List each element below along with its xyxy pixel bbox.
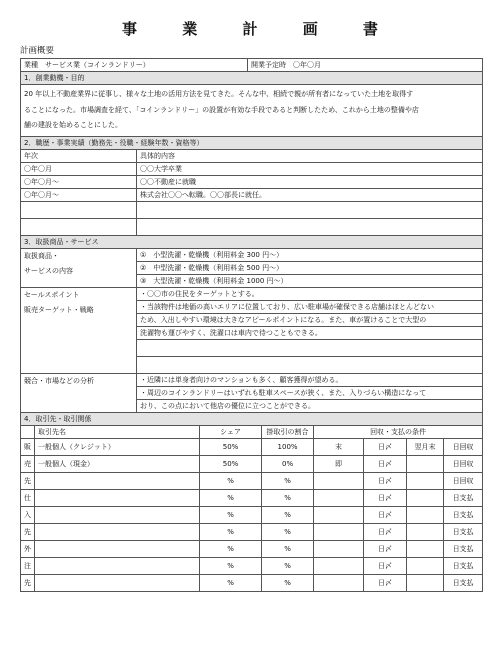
partner-credit-ratio: % — [262, 506, 314, 523]
products-label — [21, 248, 137, 287]
products-label-line: サービスの内容 — [24, 266, 73, 275]
career-year: 〇年〇月～ — [21, 175, 137, 188]
partner-term-close-day — [314, 523, 364, 540]
sales-point-line: ・当該物件は地価の高いエリアに位置しており、広い駐車場が確保できる店舗はほとんどない — [137, 300, 483, 313]
sales-point-blank — [137, 339, 483, 356]
business-plan-table — [20, 58, 483, 592]
career-year — [21, 201, 137, 218]
partner-name: 一般個人（クレジット） — [35, 438, 200, 455]
partner-name: 一般個人（現金） — [35, 455, 200, 472]
partner-term-settle: 日支払 — [444, 557, 483, 574]
partner-term-month — [407, 574, 444, 591]
partner-credit-ratio: % — [262, 472, 314, 489]
partner-name — [35, 472, 200, 489]
partner-name — [35, 540, 200, 557]
partner-term-close: 日〆 — [364, 506, 407, 523]
partner-side-char: 先 — [21, 472, 35, 489]
partner-name — [35, 574, 200, 591]
partner-term-close-day — [314, 472, 364, 489]
partner-share: % — [200, 574, 262, 591]
product-item: ③ 大型洗濯・乾燥機（利用料金 1000 円～） — [137, 274, 483, 287]
career-content: 〇〇大学卒業 — [137, 162, 483, 175]
partner-term-settle: 日支払 — [444, 506, 483, 523]
partner-corner-cell — [21, 425, 35, 438]
partner-term-settle: 日支払 — [444, 540, 483, 557]
partner-term-month — [407, 506, 444, 523]
partner-share: 50% — [200, 438, 262, 455]
partner-share: % — [200, 489, 262, 506]
products-label-line: 取扱商品・ — [24, 251, 59, 260]
partner-term-month: 翌月末 — [407, 438, 444, 455]
career-content — [137, 218, 483, 235]
sales-point-line: ため、入出しやすい環境は大きなアピールポイントになる。また、車が置けることで大型の — [137, 313, 483, 326]
market-analysis-line: おり、この点において他店の優位に立つことができる。 — [137, 399, 483, 412]
partner-term-close-day — [314, 506, 364, 523]
partner-side-char: 入 — [21, 506, 35, 523]
career-year-header: 年次 — [21, 149, 137, 162]
sales-points-label-line: セールスポイント — [24, 290, 80, 299]
partner-term-close-day: 即 — [314, 455, 364, 472]
motivation-line: 20 年以上不動産業界に従事し、様々な土地の活用方法を見てきた。そんな中、相続で親が所有者になっていた土地を取得す — [24, 90, 414, 98]
partner-term-close: 日〆 — [364, 557, 407, 574]
partner-side-char: 販 — [21, 438, 35, 455]
partner-share-header: シェア — [200, 425, 262, 438]
career-content-header: 具体的内容 — [137, 149, 483, 162]
section3-heading: 3．取扱商品・サービス — [21, 235, 483, 248]
partner-term-month — [407, 489, 444, 506]
career-content: 株式会社〇〇へ転職。〇〇部長に就任。 — [137, 188, 483, 201]
partner-term-month — [407, 540, 444, 557]
partner-term-settle: 日支払 — [444, 489, 483, 506]
partner-share: % — [200, 557, 262, 574]
sales-point-line: 洗濯物も運びやすく、洗濯口は車内で待つこともできる。 — [137, 326, 483, 339]
career-year: 〇年〇月 — [21, 162, 137, 175]
partner-credit-ratio: 100% — [262, 438, 314, 455]
career-content: 〇〇不動産に就職 — [137, 175, 483, 188]
market-analysis-line: ・近隣には単身者向けのマンションも多く、顧客獲得が望める。 — [137, 373, 483, 386]
overview-label: 計画概要 — [20, 46, 55, 56]
partner-share: % — [200, 506, 262, 523]
partner-name — [35, 489, 200, 506]
sales-points-label-line: 販売ターゲット・戦略 — [24, 305, 94, 314]
partner-term-close-day — [314, 574, 364, 591]
partner-share: % — [200, 472, 262, 489]
partner-credit-ratio: % — [262, 523, 314, 540]
motivation-line: ることになった。市場調査を経て、「コインランドリー」の設置が有効な手段であると判断したため、これから土地の整備や店 — [24, 105, 419, 114]
motivation-text — [21, 85, 483, 137]
partner-term-close-day — [314, 489, 364, 506]
market-analysis-line: ・周辺のコインランドリーはいずれも駐車スペースが狭く、また、入りづらい構造になって — [137, 386, 483, 399]
section2-heading: 2．職歴・事業実績（勤務先・役職・経験年数・資格等） — [21, 136, 483, 149]
partner-term-month — [407, 472, 444, 489]
partner-share: % — [200, 523, 262, 540]
partner-term-close: 日〆 — [364, 489, 407, 506]
sales-point-blank — [137, 356, 483, 373]
document-title: 事 業 計 画 書 — [122, 20, 398, 38]
partner-name — [35, 523, 200, 540]
partner-credit-ratio: % — [262, 574, 314, 591]
business-type-cell: 業種 サービス業（コインランドリー） — [21, 59, 248, 72]
market-analysis-label: 競合・市場などの分析 — [21, 373, 137, 412]
motivation-line: 舗の建設を始めることにした。 — [24, 121, 122, 129]
product-item: ① 小型洗濯・乾燥機（利用料金 300 円～） — [137, 248, 483, 261]
partner-term-close: 日〆 — [364, 472, 407, 489]
partner-term-month — [407, 557, 444, 574]
partner-term-close-day — [314, 540, 364, 557]
partner-credit-header: 掛取引の割合 — [262, 425, 314, 438]
partner-term-month — [407, 523, 444, 540]
partner-term-close: 日〆 — [364, 455, 407, 472]
section4-heading: 4．取引先・取引関係 — [21, 412, 483, 425]
partner-term-month — [407, 455, 444, 472]
partner-term-settle: 日支払 — [444, 574, 483, 591]
partner-term-settle: 日回収 — [444, 472, 483, 489]
partner-name — [35, 506, 200, 523]
career-year: 〇年〇月～ — [21, 188, 137, 201]
opening-date-cell: 開業予定時 〇年〇月 — [248, 59, 483, 72]
partner-term-close: 日〆 — [364, 438, 407, 455]
sales-points-label — [21, 287, 137, 373]
partner-credit-ratio: % — [262, 557, 314, 574]
partner-term-settle: 日支払 — [444, 523, 483, 540]
partner-credit-ratio: % — [262, 540, 314, 557]
sales-point-line: ・〇〇市の住民をターゲットとする。 — [137, 287, 483, 300]
partner-term-close-day: 末 — [314, 438, 364, 455]
career-content — [137, 201, 483, 218]
partner-name — [35, 557, 200, 574]
partner-side-char: 注 — [21, 557, 35, 574]
partner-side-char: 先 — [21, 523, 35, 540]
partner-credit-ratio: 0% — [262, 455, 314, 472]
partner-term-close: 日〆 — [364, 540, 407, 557]
partner-terms-header: 回収・支払の条件 — [314, 425, 483, 438]
partner-share: % — [200, 540, 262, 557]
product-item: ② 中型洗濯・乾燥機（利用料金 500 円～） — [137, 261, 483, 274]
partner-term-settle: 日回収 — [444, 455, 483, 472]
partner-side-char: 先 — [21, 574, 35, 591]
partner-side-char: 売 — [21, 455, 35, 472]
partner-name-header: 取引先名 — [35, 425, 200, 438]
partner-share: 50% — [200, 455, 262, 472]
partner-credit-ratio: % — [262, 489, 314, 506]
partner-side-char: 仕 — [21, 489, 35, 506]
career-year — [21, 218, 137, 235]
partner-term-close: 日〆 — [364, 523, 407, 540]
partner-term-settle: 日回収 — [444, 438, 483, 455]
section1-heading: 1．創業動機・目的 — [21, 72, 483, 85]
partner-term-close: 日〆 — [364, 574, 407, 591]
partner-term-close-day — [314, 557, 364, 574]
partner-side-char: 外 — [21, 540, 35, 557]
